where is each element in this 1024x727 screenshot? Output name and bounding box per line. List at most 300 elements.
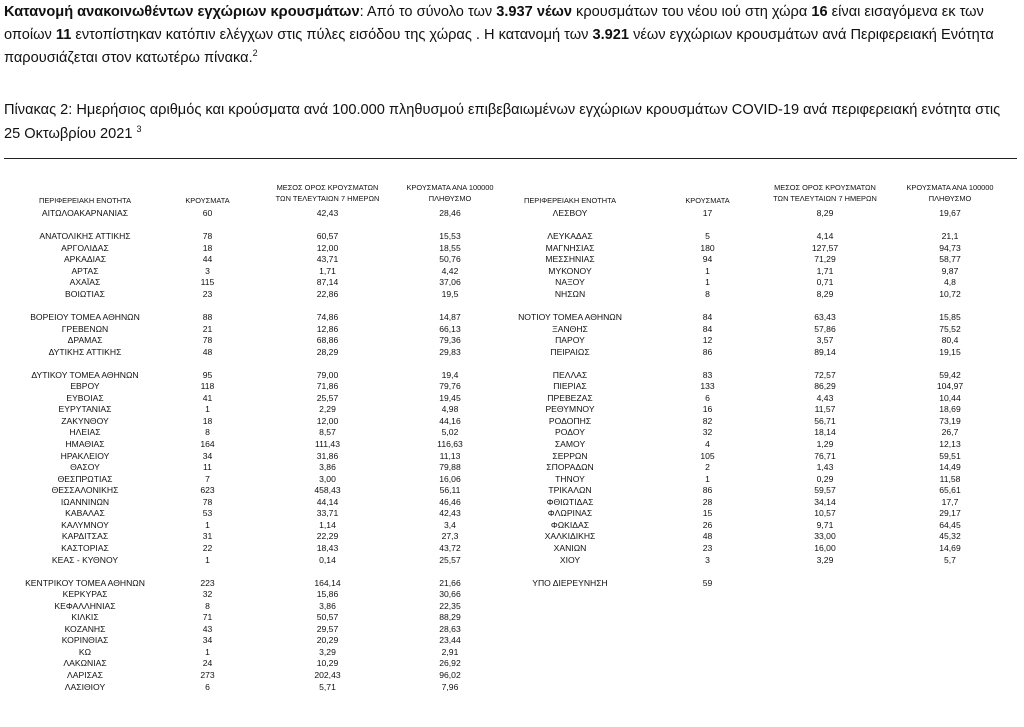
cell-per100k: 18,69 [939, 404, 961, 415]
cell-cases: 78 [202, 231, 213, 242]
cell-region: ΚΩ [78, 646, 92, 657]
cell-region: ΔΥΤΙΚΟΥ ΤΟΜΕΑ ΑΘΗΝΩΝ [31, 369, 139, 380]
header-cases-left: ΚΡΟΥΣΜΑΤΑ [185, 196, 230, 205]
cell-avg7: 50,57 [316, 612, 339, 623]
cell-per100k: 11,13 [439, 450, 461, 461]
cell-region: ΛΑΣΙΘΙΟΥ [64, 681, 106, 692]
cell-avg7: 42,43 [316, 208, 339, 218]
table-row [0, 416, 1024, 427]
cell-avg7: 111,43 [314, 439, 340, 449]
cell-avg7: 0,29 [816, 473, 834, 484]
cell-region: ΕΥΡΥΤΑΝΙΑΣ [58, 404, 112, 415]
cell-region: ΥΠΟ ΔΙΕΡΕΥΝΗΣΗ [532, 577, 608, 588]
cell-cases: 60 [202, 208, 213, 218]
cell-per100k: 21,66 [439, 577, 461, 588]
table-row [0, 647, 1024, 658]
table-row [0, 335, 1024, 346]
cell-cases: 164 [200, 439, 215, 449]
cell-avg7: 458,43 [314, 485, 341, 496]
header-cases-right: ΚΡΟΥΣΜΑΤΑ [685, 196, 730, 205]
cell-cases: 273 [200, 670, 215, 680]
cell-region: ΦΩΚΙΔΑΣ [550, 519, 590, 530]
cell-avg7: 1,71 [816, 265, 834, 276]
cell-avg7: 22,29 [316, 531, 339, 542]
cell-per100k: 79,88 [439, 462, 461, 473]
cell-per100k: 15,85 [939, 311, 961, 322]
cell-region: ΕΥΒΟΙΑΣ [66, 392, 104, 403]
cell-per100k: 12,13 [939, 439, 961, 449]
cell-region: ΦΛΩΡΙΝΑΣ [547, 508, 593, 519]
cell-region: ΝΟΤΙΟΥ ΤΟΜΕΑ ΑΘΗΝΩΝ [518, 311, 622, 322]
cell-region: ΣΑΜΟΥ [554, 439, 586, 449]
cell-per100k: 3,4 [444, 519, 456, 530]
table-row [0, 624, 1024, 635]
cell-cases: 26 [702, 519, 713, 530]
cell-cases: 3 [705, 554, 710, 565]
cell-region: ΑΡΤΑΣ [71, 265, 99, 276]
cell-region: ΚΑΡΔΙΤΣΑΣ [61, 531, 109, 542]
cell-region: ΚΕΝΤΡΙΚΟΥ ΤΟΜΕΑ ΑΘΗΝΩΝ [25, 577, 145, 588]
cell-avg7: 79,00 [316, 369, 339, 380]
cell-per100k: 10,72 [939, 288, 961, 299]
cell-per100k: 14,69 [939, 542, 961, 553]
cell-avg7: 22,86 [316, 288, 339, 299]
cell-per100k: 50,76 [439, 254, 461, 265]
cell-per100k: 11,58 [939, 473, 961, 484]
divider [4, 158, 1017, 159]
cell-region: ΧΑΛΚΙΔΙΚΗΣ [544, 531, 596, 542]
header-region-left: ΠΕΡΙΦΕΡΕΙΑΚΗ ΕΝΟΤΗΤΑ [39, 196, 131, 205]
cell-avg7: 11,57 [814, 404, 836, 415]
table-row [0, 497, 1024, 508]
cell-avg7: 86,29 [814, 381, 836, 392]
table-row [0, 589, 1024, 600]
cell-per100k: 43,72 [439, 542, 461, 553]
cell-avg7: 4,43 [816, 392, 834, 403]
cell-cases: 15 [702, 508, 713, 519]
cell-cases: 22 [202, 542, 213, 553]
cell-per100k: 18,55 [439, 242, 461, 253]
table-row [0, 531, 1024, 542]
cell-per100k: 14,49 [939, 462, 961, 473]
cell-avg7: 1,29 [816, 439, 834, 449]
cell-per100k: 10,44 [939, 392, 961, 403]
cell-per100k: 16,06 [439, 473, 461, 484]
cell-region: ΝΑΞΟΥ [555, 277, 585, 288]
cell-per100k: 56,11 [439, 485, 461, 496]
cell-per100k: 64,45 [939, 519, 961, 530]
cell-avg7: 18,14 [814, 427, 836, 438]
cell-avg7: 10,29 [316, 658, 339, 669]
cell-per100k: 5,7 [944, 554, 956, 565]
cell-cases: 21 [202, 323, 213, 334]
cell-avg7: 34,14 [814, 496, 836, 507]
table-row [0, 347, 1024, 358]
table-row [0, 578, 1024, 589]
caption-text: Πίνακας 2: Ημερήσιος αριθμός και κρούσματα ανά 100.000 πληθυσμού επιβεβαιωμένων εγχώριων κρουσμάτων COVID-19 ανά περιφερειακή ενότητα στις 25 Οκτωβρίου 2021 [4, 102, 1001, 142]
cell-per100k: 19,15 [939, 346, 961, 357]
cell-cases: 7 [205, 473, 210, 484]
cell-avg7: 43,71 [316, 254, 339, 265]
cell-avg7: 18,43 [316, 542, 339, 553]
cell-cases: 11 [203, 462, 212, 473]
cell-avg7: 87,14 [316, 277, 339, 288]
cell-cases: 1 [205, 404, 210, 415]
table-row [0, 266, 1024, 277]
table-row [0, 243, 1024, 254]
cell-cases: 623 [200, 485, 215, 496]
header-avg-line2: ΤΩΝ ΤΕΛΕΥΤΑΙΩΝ 7 ΗΜΕΡΩΝ [275, 193, 380, 203]
cell-per100k: 5,02 [441, 427, 459, 438]
cell-region: ΦΘΙΩΤΙΔΑΣ [546, 496, 594, 507]
cell-per100k: 59,51 [939, 450, 961, 461]
cell-avg7: 16,00 [814, 542, 836, 553]
cell-cases: 8 [205, 427, 210, 438]
cell-cases: 118 [200, 381, 215, 392]
cell-per100k: 23,44 [439, 635, 461, 646]
table-row [0, 404, 1024, 415]
cell-per100k: 22,35 [439, 600, 461, 611]
cell-avg7: 89,14 [814, 346, 836, 357]
cell-per100k: 27,3 [441, 531, 459, 542]
cell-cases: 82 [702, 415, 713, 426]
cell-per100k: 75,52 [939, 323, 961, 334]
table-row [0, 474, 1024, 485]
cell-region: ΒΟΡΕΙΟΥ ΤΟΜΕΑ ΑΘΗΝΩΝ [30, 311, 140, 322]
cell-cases: 24 [202, 658, 213, 669]
cell-cases: 18 [202, 415, 213, 426]
intro-text: : Από το σύνολο των [359, 4, 497, 20]
cell-cases: 4 [705, 439, 710, 449]
cell-region: ΝΗΣΩΝ [554, 288, 586, 299]
cell-region: ΚΕΦΑΛΛΗΝΙΑΣ [54, 600, 116, 611]
cell-region: ΔΥΤΙΚΗΣ ΑΤΤΙΚΗΣ [48, 346, 122, 357]
cell-avg7: 59,57 [814, 485, 836, 496]
table-row [0, 543, 1024, 554]
table-row [0, 658, 1024, 669]
header-avg-line1: ΜΕΣΟΣ ΟΡΟΣ ΚΡΟΥΣΜΑΤΩΝ [774, 183, 876, 192]
cell-cases: 23 [202, 288, 213, 299]
cell-per100k: 17,7 [941, 496, 959, 507]
cell-cases: 17 [702, 208, 713, 218]
cell-region: ΣΠΟΡΑΔΩΝ [546, 462, 594, 473]
cell-region: ΠΕΛΛΑΣ [552, 369, 588, 380]
cell-region: ΧΑΝΙΩΝ [553, 542, 587, 553]
cell-per100k: 80,4 [941, 335, 959, 346]
cell-cases: 78 [202, 496, 213, 507]
cell-per100k: 44,16 [439, 415, 461, 426]
cell-region: ΑΡΓΟΛΙΔΑΣ [61, 242, 109, 253]
cell-region: ΗΜΑΘΙΑΣ [65, 439, 105, 449]
cell-region: ΜΕΣΣΗΝΙΑΣ [545, 254, 595, 265]
table-row [0, 277, 1024, 288]
table-row [0, 635, 1024, 646]
cell-avg7: 63,43 [814, 311, 836, 322]
cell-region: ΤΗΝΟΥ [555, 473, 585, 484]
cell-region: ΑΡΚΑΔΙΑΣ [63, 254, 107, 265]
cell-per100k: 21,1 [941, 231, 959, 242]
cell-cases: 31 [202, 531, 213, 542]
cell-region: ΚΕΑΣ - ΚΥΘΝΟΥ [51, 554, 119, 565]
intro-text: είναι εισαγόμενα εκ των οποίων [4, 4, 984, 43]
cell-cases: 1 [205, 646, 210, 657]
cell-cases: 86 [702, 485, 713, 496]
cell-per100k: 26,7 [941, 427, 959, 438]
cell-cases: 5 [705, 231, 710, 242]
cell-avg7: 202,43 [314, 670, 341, 680]
cell-per100k: 4,98 [441, 404, 459, 415]
cell-cases: 180 [700, 242, 715, 253]
cell-cases: 6 [705, 392, 710, 403]
cell-avg7: 8,29 [816, 208, 834, 218]
cell-cases: 32 [702, 427, 713, 438]
table-row [0, 520, 1024, 531]
table-row [0, 601, 1024, 612]
cell-avg7: 1,43 [816, 462, 834, 473]
cell-per100k: 73,19 [939, 415, 961, 426]
cell-region: ΛΕΣΒΟΥ [552, 208, 588, 218]
cell-region: ΛΑΡΙΣΑΣ [67, 670, 103, 680]
cell-region: ΡΟΔΟΠΗΣ [548, 415, 592, 426]
cell-avg7: 57,86 [814, 323, 836, 334]
cell-per100k: 9,87 [941, 265, 959, 276]
header-per100k-line2: ΠΛΗΘΥΣΜΟ [428, 193, 472, 203]
cell-cases: 1 [205, 519, 210, 530]
cell-avg7: 15,86 [316, 589, 339, 600]
cell-per100k: 94,73 [939, 242, 961, 253]
cell-region: ΚΑΒΑΛΑΣ [65, 508, 105, 519]
cell-per100k: 4,42 [441, 265, 459, 276]
footnote-ref: 2 [252, 48, 258, 59]
cell-avg7: 3,57 [816, 335, 834, 346]
cell-cases: 1 [705, 265, 710, 276]
cell-region: ΠΙΕΡΙΑΣ [553, 381, 587, 392]
cell-cases: 48 [702, 531, 713, 542]
cell-region: ΚΑΣΤΟΡΙΑΣ [61, 542, 109, 553]
cell-per100k: 45,32 [939, 531, 961, 542]
cell-avg7: 1,71 [319, 265, 336, 276]
intro-imported-count: 16 [811, 4, 828, 20]
cell-cases: 8 [705, 288, 710, 299]
cell-region: ΑΙΤΩΛΟΑΚΑΡΝΑΝΙΑΣ [41, 208, 129, 218]
cell-region: ΖΑΚΥΝΘΟΥ [61, 415, 109, 426]
cell-avg7: 74,86 [316, 311, 339, 322]
table-row [0, 612, 1024, 623]
cell-cases: 8 [205, 600, 210, 611]
cell-avg7: 8,57 [319, 427, 336, 438]
table-row [0, 439, 1024, 450]
cell-avg7: 3,29 [816, 554, 834, 565]
header-per100k-line2: ΠΛΗΘΥΣΜΟ [928, 193, 972, 203]
cell-per100k: 42,43 [439, 508, 461, 519]
intro-text: εντοπίστηκαν κατόπιν ελέγχων στις πύλες εισόδου της χώρας . Η κατανομή των [71, 27, 593, 43]
cell-region: ΚΑΛΥΜΝΟΥ [61, 519, 109, 530]
cell-cases: 32 [202, 589, 213, 600]
cell-avg7: 3,00 [319, 473, 336, 484]
table-row [0, 370, 1024, 381]
cell-cases: 18 [202, 242, 213, 253]
cell-region: ΜΥΚΟΝΟΥ [548, 265, 592, 276]
cell-avg7: 20,29 [316, 635, 339, 646]
table-row [0, 462, 1024, 473]
cell-region: ΣΕΡΡΩΝ [552, 450, 588, 461]
cell-avg7: 29,57 [316, 623, 339, 634]
cell-region: ΚΙΛΚΙΣ [71, 612, 99, 623]
cell-region: ΛΕΥΚΑΔΑΣ [547, 231, 593, 242]
cell-avg7: 31,86 [316, 450, 339, 461]
cell-cases: 53 [202, 508, 213, 519]
cell-avg7: 1,14 [319, 519, 336, 530]
cell-cases: 105 [700, 450, 715, 461]
cell-avg7: 12,86 [316, 323, 339, 334]
cell-per100k: 30,66 [439, 589, 461, 600]
cell-cases: 94 [702, 254, 713, 265]
cell-cases: 88 [202, 311, 213, 322]
cell-per100k: 28,46 [439, 208, 461, 218]
table-row [0, 427, 1024, 438]
cell-per100k: 37,06 [439, 277, 461, 288]
cell-region: ΘΕΣΣΑΛΟΝΙΚΗΣ [51, 485, 119, 496]
table-row [0, 393, 1024, 404]
cell-per100k: 2,91 [441, 646, 459, 657]
cell-cases: 48 [202, 346, 213, 357]
cell-avg7: 25,57 [316, 392, 339, 403]
intro-text: κρουσμάτων του νέου ιού στη χώρα [571, 4, 812, 20]
cell-region: ΠΡΕΒΕΖΑΣ [547, 392, 593, 403]
cell-cases: 34 [202, 635, 213, 646]
cell-per100k: 7,96 [441, 681, 459, 692]
cell-per100k: 26,92 [439, 658, 461, 669]
cell-per100k: 65,61 [939, 485, 961, 496]
cell-cases: 71 [202, 612, 213, 623]
cell-cases: 95 [202, 369, 213, 380]
cell-per100k: 104,97 [936, 381, 964, 392]
cell-cases: 133 [700, 381, 715, 392]
cell-cases: 44 [202, 254, 213, 265]
cell-region: ΠΕΙΡΑΙΩΣ [550, 346, 590, 357]
table-row [0, 508, 1024, 519]
header-per100k-left [395, 184, 505, 203]
cell-region: ΕΒΡΟΥ [70, 381, 100, 392]
cell-cases: 16 [702, 404, 713, 415]
cases-table [0, 180, 1024, 727]
cell-per100k: 14,87 [439, 311, 461, 322]
table-row [0, 670, 1024, 681]
cell-per100k: 19,67 [939, 208, 961, 218]
header-region-right: ΠΕΡΙΦΕΡΕΙΑΚΗ ΕΝΟΤΗΤΑ [524, 196, 616, 205]
cell-avg7: 72,57 [814, 369, 836, 380]
cell-avg7: 10,57 [814, 508, 836, 519]
cell-avg7: 71,29 [814, 254, 836, 265]
cell-avg7: 127,57 [811, 242, 839, 253]
cell-avg7: 12,00 [316, 242, 339, 253]
cell-region: ΗΡΑΚΛΕΙΟΥ [60, 450, 110, 461]
cell-cases: 2 [705, 462, 710, 473]
cell-region: ΚΟΡΙΝΘΙΑΣ [61, 635, 109, 646]
cell-cases: 78 [202, 335, 213, 346]
cell-cases: 1 [705, 473, 710, 484]
cell-per100k: 29,17 [939, 508, 961, 519]
table-row [0, 324, 1024, 335]
cell-per100k: 19,4 [441, 369, 459, 380]
cell-avg7: 4,14 [816, 231, 834, 242]
cell-cases: 3 [205, 265, 210, 276]
header-per100k-line1: ΚΡΟΥΣΜΑΤΑ ΑΝΑ 100000 [906, 183, 994, 192]
cell-region: ΔΡΑΜΑΣ [67, 335, 103, 346]
cell-avg7: 28,29 [316, 346, 339, 357]
cell-avg7: 5,71 [319, 681, 336, 692]
intro-text: νέων εγχώριων κρουσμάτων ανά Περιφερειακή Ενότητα παρουσιάζεται στον κατωτέρω πίνακα. [4, 27, 994, 66]
table-row [0, 289, 1024, 300]
cell-region: ΞΑΝΘΗΣ [552, 323, 588, 334]
cell-avg7: 164,14 [314, 577, 341, 588]
cell-region: ΓΡΕΒΕΝΩΝ [61, 323, 109, 334]
cell-cases: 84 [702, 323, 713, 334]
cell-region: ΧΙΟΥ [559, 554, 581, 565]
cell-avg7: 3,86 [319, 600, 336, 611]
cell-avg7: 9,71 [816, 519, 834, 530]
cell-avg7: 2,29 [319, 404, 336, 415]
cell-region: ΚΟΖΑΝΗΣ [64, 623, 106, 634]
table-caption [4, 98, 1020, 146]
cell-cases: 41 [202, 392, 213, 403]
cell-region: ΠΑΡΟΥ [555, 335, 585, 346]
table-row [0, 231, 1024, 242]
cell-avg7: 3,86 [319, 462, 336, 473]
intro-total-new: 3.937 νέων [496, 4, 572, 20]
cell-region: ΘΑΣΟΥ [70, 462, 100, 473]
header-avg-line2: ΤΩΝ ΤΕΛΕΥΤΑΙΩΝ 7 ΗΜΕΡΩΝ [773, 193, 877, 203]
table-row [0, 254, 1024, 265]
intro-paragraph [4, 1, 1020, 70]
table-row [0, 312, 1024, 323]
table-row [0, 381, 1024, 392]
cell-avg7: 56,71 [814, 415, 836, 426]
cell-cases: 84 [702, 311, 713, 322]
cell-avg7: 33,00 [814, 531, 836, 542]
cell-region: ΑΧΑΪΑΣ [69, 277, 101, 288]
cell-per100k: 15,53 [439, 231, 461, 242]
cell-region: ΡΕΘΥΜΝΟΥ [545, 404, 595, 415]
cell-region: ΚΕΡΚΥΡΑΣ [62, 589, 108, 600]
intro-border-count: 11 [55, 27, 72, 43]
cell-region: ΒΟΙΩΤΙΑΣ [65, 288, 105, 299]
cell-per100k: 116,63 [437, 439, 463, 449]
cell-per100k: 66,13 [439, 323, 461, 334]
table-row [0, 682, 1024, 693]
cell-cases: 1 [205, 554, 210, 565]
cell-cases: 223 [200, 577, 215, 588]
header-avg-line1: ΜΕΣΟΣ ΟΡΟΣ ΚΡΟΥΣΜΑΤΩΝ [276, 183, 379, 192]
header-avg-right [765, 184, 885, 203]
cell-per100k: 88,29 [439, 612, 461, 623]
cell-region: ΤΡΙΚΑΛΩΝ [548, 485, 592, 496]
cell-cases: 34 [202, 450, 213, 461]
cell-cases: 115 [200, 277, 215, 288]
header-per100k-line1: ΚΡΟΥΣΜΑΤΑ ΑΝΑ 100000 [406, 183, 494, 192]
table-row [0, 208, 1024, 219]
cell-avg7: 8,29 [816, 288, 834, 299]
cell-avg7: 0,14 [319, 554, 336, 565]
cell-per100k: 79,36 [439, 335, 461, 346]
cell-avg7: 0,71 [816, 277, 834, 288]
cell-avg7: 60,57 [316, 231, 339, 242]
cell-avg7: 68,86 [316, 335, 339, 346]
cell-cases: 1 [705, 277, 710, 288]
cell-cases: 12 [702, 335, 713, 346]
cell-cases: 83 [702, 369, 713, 380]
cell-region: ΘΕΣΠΡΩΤΙΑΣ [57, 473, 113, 484]
